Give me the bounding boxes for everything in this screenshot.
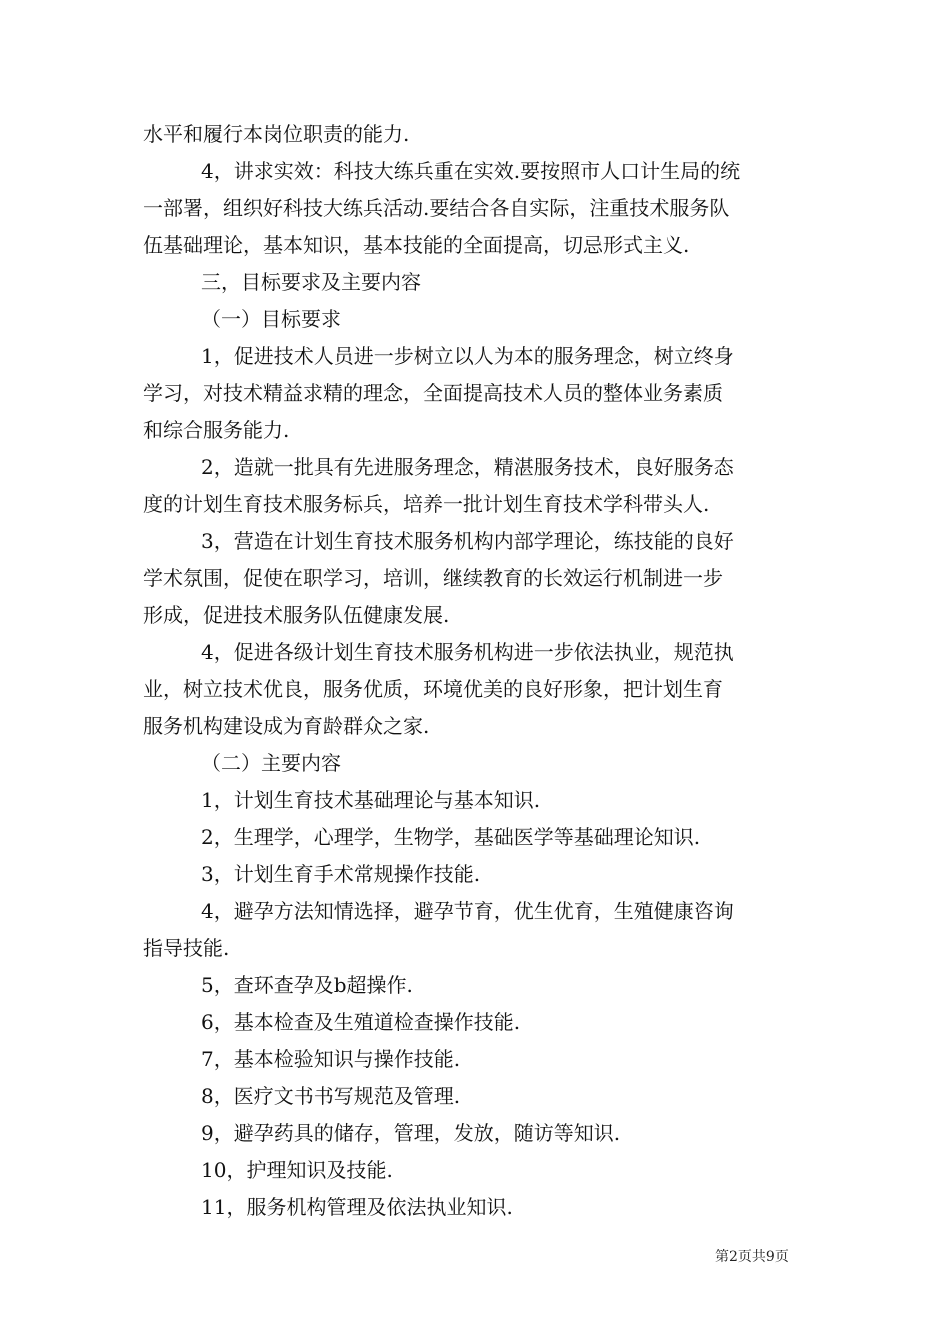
text-line: 1，促进技术人员进一步树立以人为本的服务理念，树立终身	[201, 344, 734, 368]
list-item: 7，基本检验知识与操作技能.	[201, 1047, 461, 1071]
subsection-heading: （一）目标要求	[201, 307, 341, 331]
text-line: 业，树立技术优良，服务优质，环境优美的良好形象，把计划生育	[143, 677, 723, 701]
subsection-heading: （二）主要内容	[201, 751, 341, 775]
list-item: 2，生理学，心理学，生物学，基础医学等基础理论知识.	[201, 825, 701, 849]
list-item: 9，避孕药具的储存，管理，发放，随访等知识.	[201, 1121, 621, 1145]
page-number-footer: 第2页共9页	[715, 1249, 789, 1265]
list-item: 10，护理知识及技能.	[201, 1158, 393, 1182]
document-body	[143, 118, 813, 1224]
text-line: 伍基础理论，基本知识，基本技能的全面提高，切忌形式主义.	[143, 233, 690, 257]
text-line: 学习，对技术精益求精的理念，全面提高技术人员的整体业务素质	[143, 381, 723, 405]
text-line: 形成，促进技术服务队伍健康发展.	[143, 603, 450, 627]
list-item: 5，查环查孕及b超操作.	[201, 973, 413, 997]
section-heading: 三，目标要求及主要内容	[201, 270, 421, 294]
list-item: 11，服务机构管理及依法执业知识.	[201, 1195, 513, 1219]
text-line: 4，讲求实效：科技大练兵重在实效.要按照市人口计生局的统	[201, 159, 741, 183]
list-item: 6，基本检查及生殖道检查操作技能.	[201, 1010, 521, 1034]
list-item: 4，避孕方法知情选择，避孕节育，优生优育，生殖健康咨询	[201, 899, 734, 923]
text-line: 2，造就一批具有先进服务理念，精湛服务技术，良好服务态	[201, 455, 734, 479]
list-item: 8，医疗文书书写规范及管理.	[201, 1084, 461, 1108]
list-item-continuation: 指导技能.	[143, 936, 230, 960]
text-line: 水平和履行本岗位职责的能力.	[143, 122, 410, 146]
text-line: 度的计划生育技术服务标兵，培养一批计划生育技术学科带头人.	[143, 492, 710, 516]
text-line: 4，促进各级计划生育技术服务机构进一步依法执业，规范执	[201, 640, 734, 664]
list-item: 3，计划生育手术常规操作技能.	[201, 862, 481, 886]
list-item: 1，计划生育技术基础理论与基本知识.	[201, 788, 541, 812]
text-line: 一部署，组织好科技大练兵活动.要结合各自实际，注重技术服务队	[143, 196, 730, 220]
text-line: 服务机构建设成为育龄群众之家.	[143, 714, 430, 738]
text-line: 3，营造在计划生育技术服务机构内部学理论，练技能的良好	[201, 529, 734, 553]
text-line: 学术氛围，促使在职学习，培训，继续教育的长效运行机制进一步	[143, 566, 723, 590]
text-line: 和综合服务能力.	[143, 418, 290, 442]
